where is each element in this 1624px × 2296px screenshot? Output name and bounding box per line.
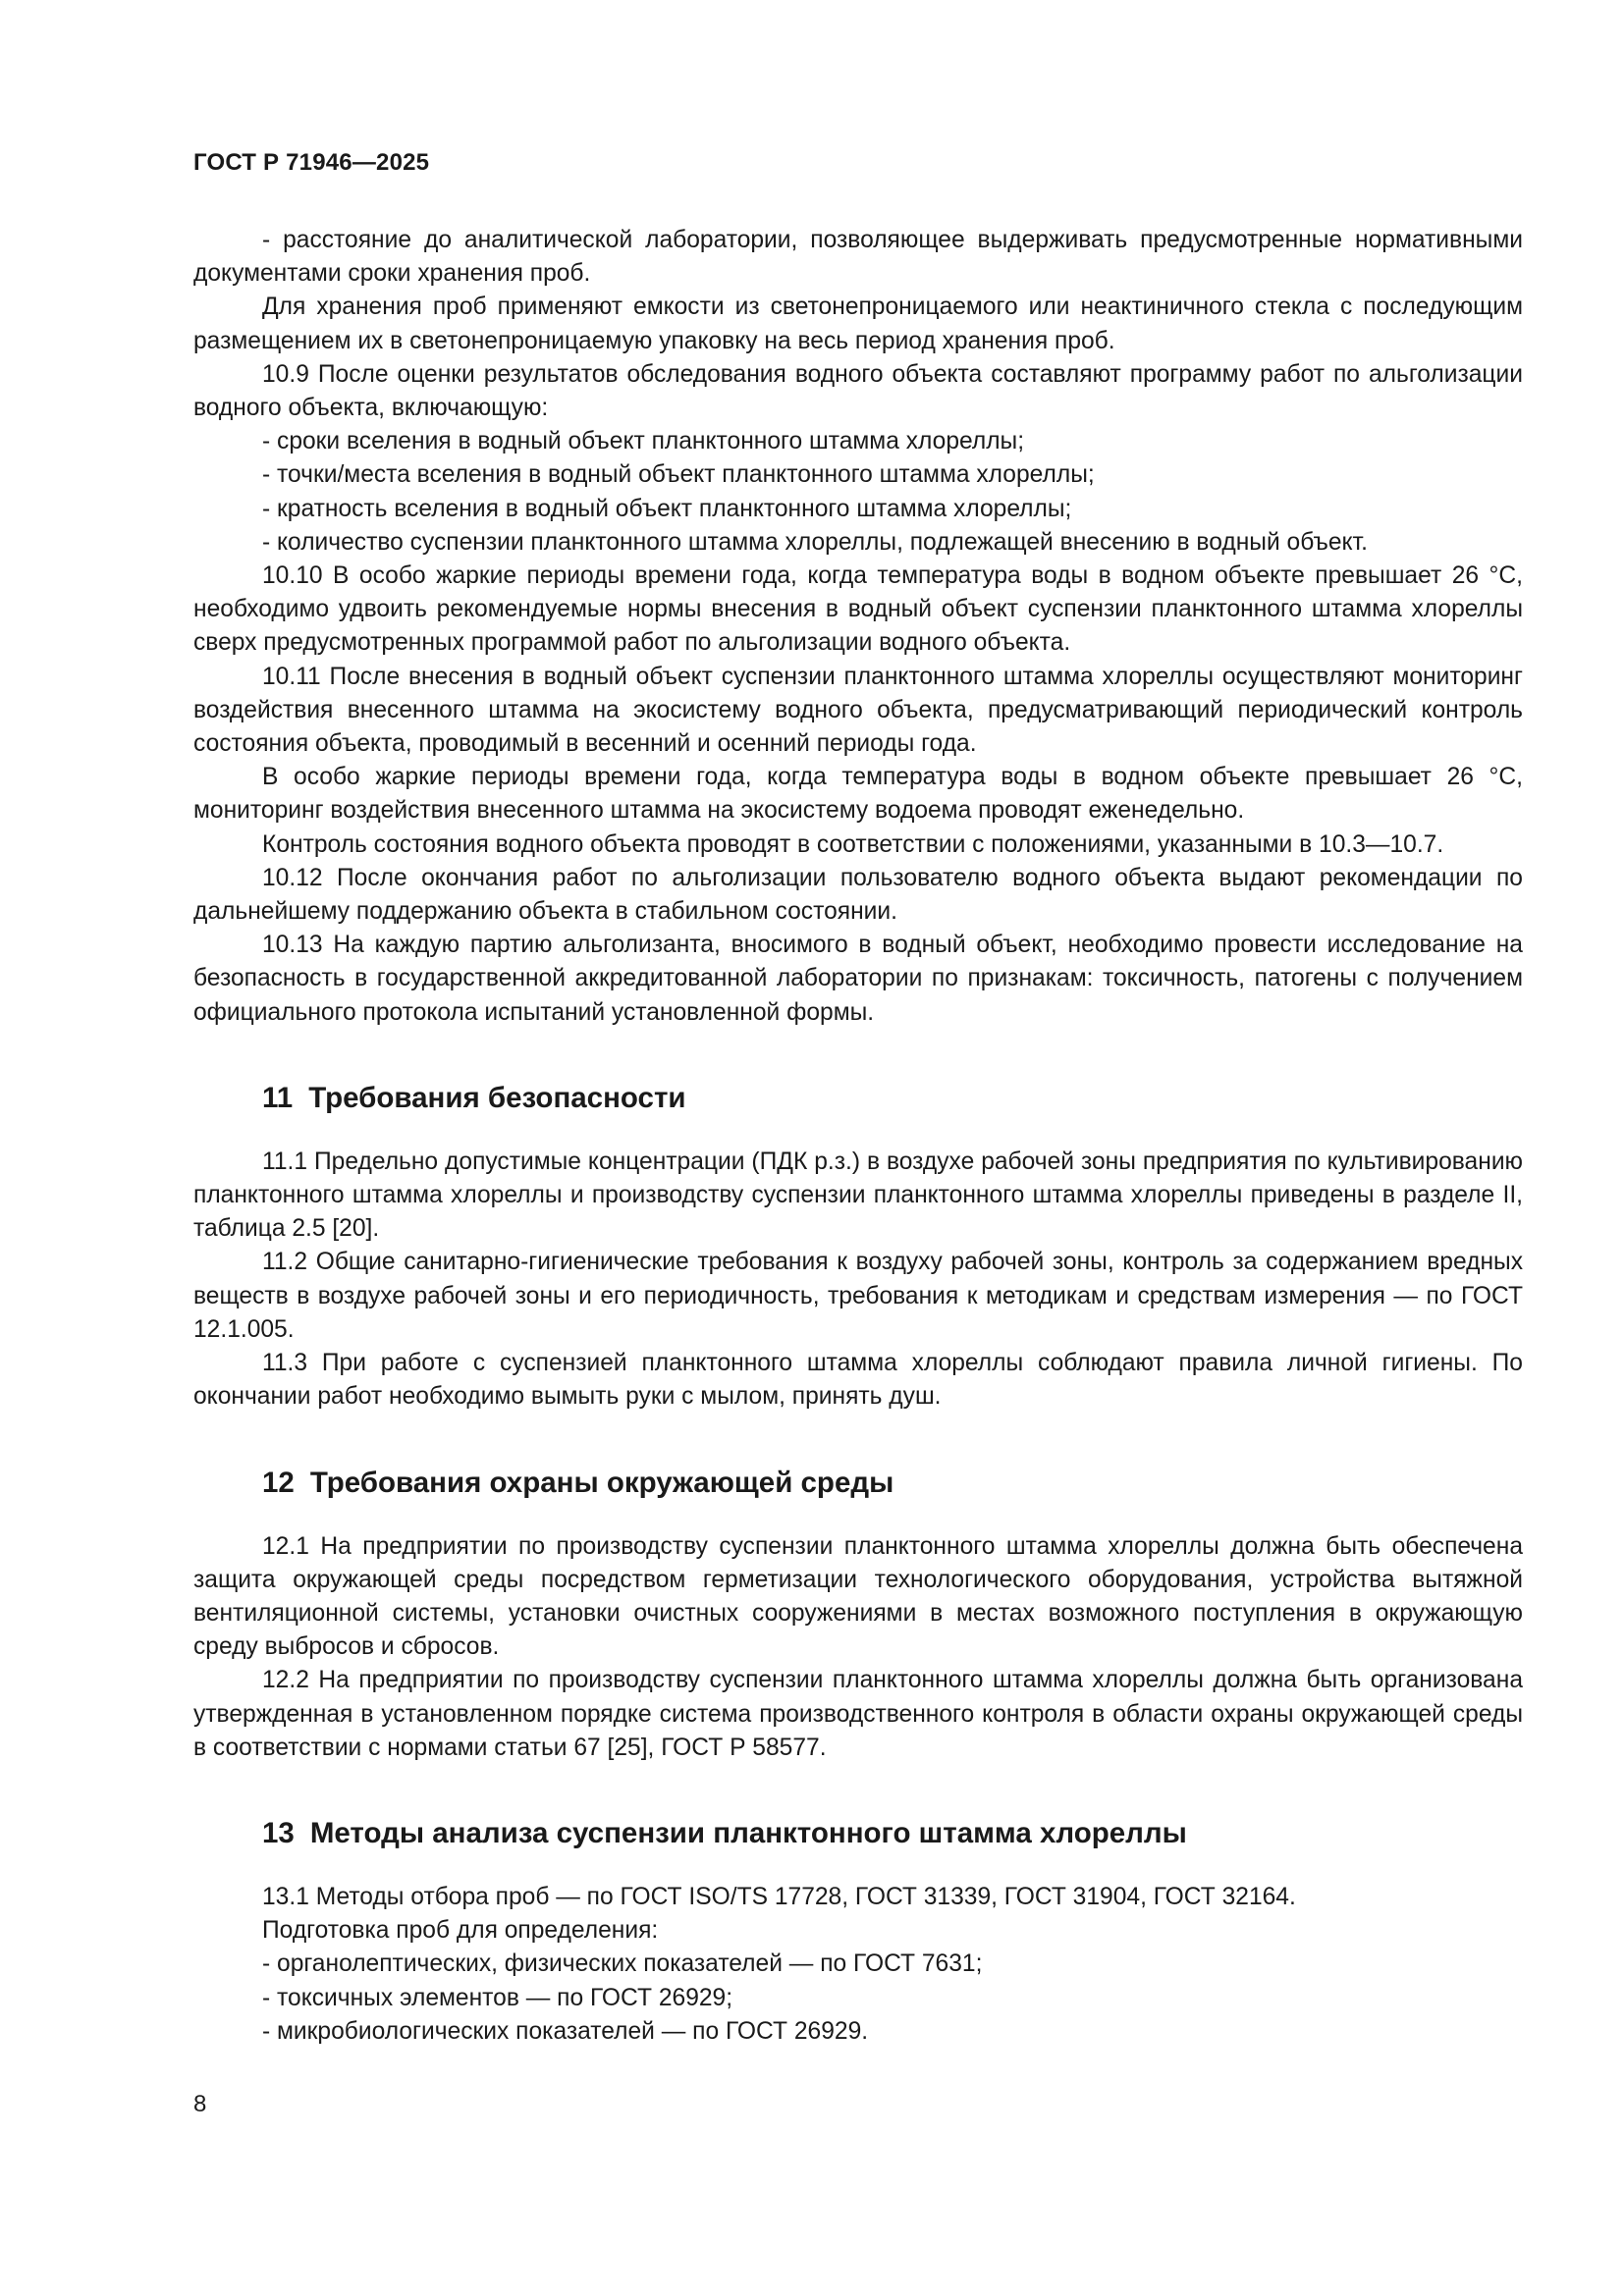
paragraph-10-10: 10.10 В особо жаркие периоды времени года, когда температура воды в водном объекте превышает 26 °С, необходимо удвоить рекомендуемые нормы внесения в водный объект суспензии планктонного штамма хлореллы сверх предусмотренных программой работ по альголизации водного объекта. <box>193 562 1523 657</box>
paragraph-13-prep: Подготовка проб для определения: <box>262 1917 659 1945</box>
paragraph-10-11: 10.11 После внесения в водный объект суспензии планктонного штамма хлореллы осуществляют мониторинг воздействия внесенного штамма на экосистему водного объекта, предусматривающий периодический контроль состояния объекта, проводимый в весенний и осенний периоды года. <box>193 663 1523 758</box>
paragraph-storage: Для хранения проб применяют емкости из светонепроницаемого или неактиничного стекла с последующим размещением их в светонепроницаемую упаковку на весь период хранения проб. <box>193 294 1523 354</box>
list-item: - токсичных элементов — по ГОСТ 26929; <box>262 1984 733 2011</box>
section-13-number: 13 <box>262 1816 295 1849</box>
paragraph-11-3: 11.3 При работе с суспензией планктонного штамма хлореллы соблюдают правила личной гигиены. По окончании работ необходимо вымыть руки с мылом, принять душ. <box>193 1350 1523 1411</box>
page-number: 8 <box>193 2091 207 2117</box>
paragraph-12-1: 12.1 На предприятии по производству суспензии планктонного штамма хлореллы должна быть обеспечена защита окружающей среды посредством герметизации технологического оборудования, устройства вытяжной вентиляционной системы, установки очистных сооружениями в местах возможного поступления в окружающую среду выбросов и сбросов. <box>193 1532 1523 1661</box>
paragraph-control: Контроль состояния водного объекта проводят в соответствии с положениями, указанными в 10.3—10.7. <box>262 830 1444 858</box>
paragraph-12-2: 12.2 На предприятии по производству суспензии планктонного штамма хлореллы должна быть организована утвержденная в установленном порядке система производственного контроля в области охраны окружающей среды в соответствии с нормами статьи 67 [25], ГОСТ Р 58577. <box>193 1667 1523 1761</box>
section-11-title: Требования безопасности <box>308 1081 686 1114</box>
paragraph-10-13: 10.13 На каждую партию альголизанта, вносимого в водный объект, необходимо провести исследование на безопасность в государственной аккредитованной лаборатории по признакам: токсичность, патогены с получением официального протокола испытаний установленной формы. <box>193 932 1523 1026</box>
section-12-title: Требования охраны окружающей среды <box>309 1466 894 1499</box>
section-12-heading <box>193 1464 1523 1503</box>
list-item: - количество суспензии планктонного штамма хлореллы, подлежащей внесению в водный объект. <box>262 528 1368 556</box>
document-code-header: ГОСТ Р 71946—2025 <box>193 149 430 176</box>
paragraph-11-2: 11.2 Общие санитарно-гигиенические требования к воздуху рабочей зоны, контроль за содержанием вредных веществ в воздухе рабочей зоны и его периодичность, требования к методикам и средствам измерения — по ГОСТ 12.1.005. <box>193 1249 1523 1343</box>
section-11-heading <box>193 1079 1523 1118</box>
paragraph-13-1: 13.1 Методы отбора проб — по ГОСТ ISO/TS 17728, ГОСТ 31339, ГОСТ 31904, ГОСТ 32164. <box>262 1883 1296 1910</box>
section-12-number: 12 <box>262 1466 295 1499</box>
paragraph-hot-periods: В особо жаркие периоды времени года, когда температура воды в водном объекте превышает 26 °С, мониторинг воздействия внесенного штамма на экосистему водоема проводят еженедельно. <box>193 764 1523 825</box>
section-13-title: Методы анализа суспензии планктонного штамма хлореллы <box>309 1816 1187 1849</box>
paragraph-10-12: 10.12 После окончания работ по альголизации пользователю водного объекта выдают рекомендации по дальнейшему поддержанию объекта в стабильном состоянии. <box>193 864 1523 926</box>
list-item: - микробиологических показателей — по ГОСТ 26929. <box>262 2017 869 2045</box>
paragraph-distance-item: - расстояние до аналитической лаборатории, позволяющее выдерживать предусмотренные нормативными документами сроки хранения проб. <box>193 227 1523 288</box>
section-11-number: 11 <box>262 1081 294 1114</box>
list-item: - органолептических, физических показателей — по ГОСТ 7631; <box>262 1950 983 1978</box>
document-body <box>193 224 1523 2049</box>
list-item: - кратность вселения в водный объект планктонного штамма хлореллы; <box>262 495 1072 522</box>
paragraph-10-9: 10.9 После оценки результатов обследования водного объекта составляют программу работ по альголизации водного объекта, включающую: <box>193 360 1523 422</box>
paragraph-11-1: 11.1 Предельно допустимые концентрации (ПДК р.з.) в воздухе рабочей зоны предприятия по культивированию планктонного штамма хлореллы и производству суспензии планктонного штамма хлореллы приведены в разделе II, таблица 2.5 [20]. <box>193 1148 1523 1243</box>
list-item: - точки/места вселения в водный объект планктонного штамма хлореллы; <box>262 461 1095 489</box>
section-13-heading <box>193 1814 1523 1853</box>
list-item: - сроки вселения в водный объект планктонного штамма хлореллы; <box>262 428 1025 455</box>
